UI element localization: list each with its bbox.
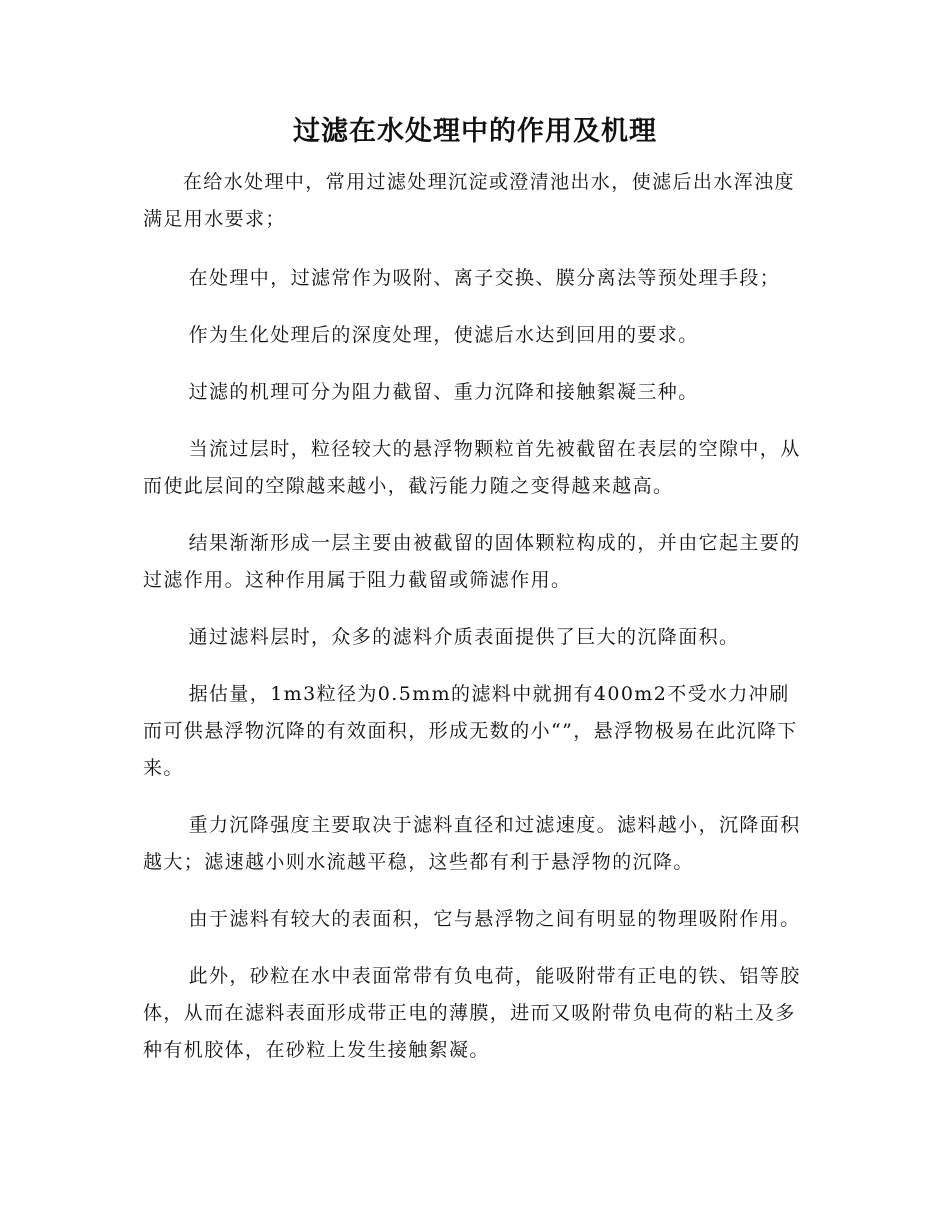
paragraph-6: 结果渐渐形成一层主要由被截留的固体颗粒构成的，并由它起主要的过滤作用。这种作用属于阻力截留或筛滤作用。: [143, 532, 801, 591]
paragraph-2: 在处理中，过滤常作为吸附、离子交换、膜分离法等预处理手段；: [188, 267, 781, 289]
paragraph-3: 作为生化处理后的深度处理，使滤后水达到回用的要求。: [188, 324, 699, 346]
document-title: 过滤在水处理中的作用及机理: [293, 116, 657, 147]
paragraph-4: 过滤的机理可分为阻力截留、重力沉降和接触絮凝三种。: [188, 381, 699, 403]
paragraph-1: 在给水处理中，常用过滤处理沉淀或澄清池出水，使滤后出水浑浊度满足用水要求；: [143, 171, 795, 230]
paragraph-5: 当流过层时，粒径较大的悬浮物颗粒首先被截留在表层的空隙中，从而使此层间的空隙越来越小，截污能力随之变得越来越高。: [143, 438, 801, 497]
paragraph-10: 由于滤料有较大的表面积，它与悬浮物之间有明显的物理吸附作用。: [188, 908, 801, 930]
paragraph-7: 通过滤料层时，众多的滤料介质表面提供了巨大的沉降面积。: [188, 626, 740, 648]
paragraph-8: 据估量，1m3粒径为0.5mm的滤料中就拥有400m2不受水力冲刷而可供悬浮物沉降的有效面积，形成无数的小“”，悬浮物极易在此沉降下来。: [143, 683, 798, 779]
paragraph-9: 重力沉降强度主要取决于滤料直径和过滤速度。滤料越小，沉降面积越大；滤速越小则水流越平稳，这些都有利于悬浮物的沉降。: [143, 814, 801, 873]
paragraph-11: 此外，砂粒在水中表面常带有负电荷，能吸附带有正电的铁、铝等胶体，从而在滤料表面形成带正电的薄膜，进而又吸附带负电荷的粘土及多种有机胶体，在砂粒上发生接触絮凝。: [143, 965, 801, 1061]
